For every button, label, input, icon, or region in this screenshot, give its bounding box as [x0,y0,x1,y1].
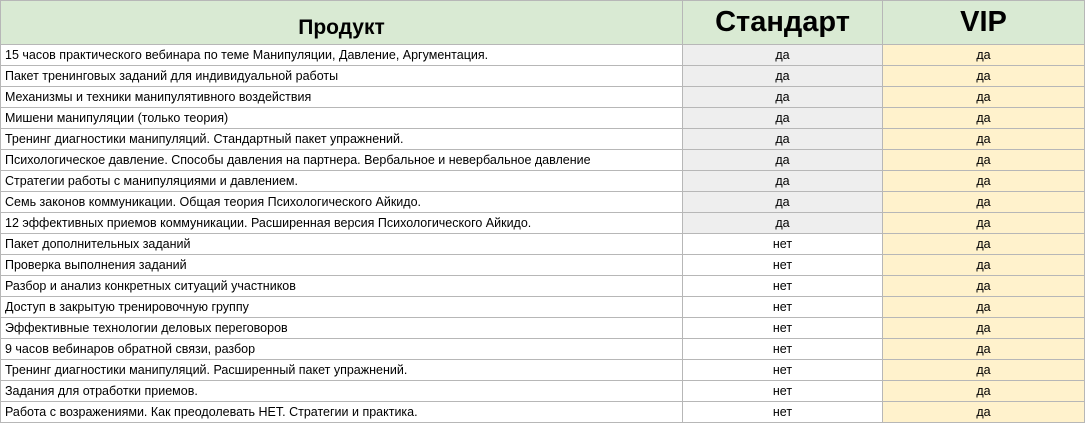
cell-vip[interactable]: да [883,402,1085,423]
cell-vip[interactable]: да [883,45,1085,66]
cell-product[interactable]: Проверка выполнения заданий [1,255,683,276]
cell-vip[interactable]: да [883,87,1085,108]
cell-product[interactable]: Разбор и анализ конкретных ситуаций участников [1,276,683,297]
table-row [1,66,1085,87]
cell-product[interactable]: Пакет тренинговых заданий для индивидуальной работы [1,66,683,87]
cell-product[interactable]: 9 часов вебинаров обратной связи, разбор [1,339,683,360]
table-row [1,192,1085,213]
header-cell-vip[interactable]: VIP [883,1,1085,45]
cell-vip[interactable]: да [883,129,1085,150]
cell-standard[interactable]: нет [683,234,883,255]
header-row [1,1,1085,45]
cell-product[interactable]: Мишени манипуляции (только теория) [1,108,683,129]
cell-standard[interactable]: нет [683,318,883,339]
table-row [1,129,1085,150]
cell-product[interactable]: 15 часов практического вебинара по теме Манипуляции, Давление, Аргументация. [1,45,683,66]
cell-vip[interactable]: да [883,381,1085,402]
cell-vip[interactable]: да [883,276,1085,297]
table-row [1,150,1085,171]
table-row [1,87,1085,108]
cell-product[interactable]: Стратегии работы с манипуляциями и давлением. [1,171,683,192]
cell-vip[interactable]: да [883,234,1085,255]
cell-product[interactable]: Работа с возражениями. Как преодолевать НЕТ. Стратегии и практика. [1,402,683,423]
cell-vip[interactable]: да [883,297,1085,318]
table-row [1,318,1085,339]
table-row [1,171,1085,192]
cell-vip[interactable]: да [883,108,1085,129]
table-row [1,45,1085,66]
cell-standard[interactable]: нет [683,339,883,360]
cell-product[interactable]: Тренинг диагностики манипуляций. Стандартный пакет упражнений. [1,129,683,150]
cell-product[interactable]: Психологическое давление. Способы давления на партнера. Вербальное и невербальное давление [1,150,683,171]
cell-standard[interactable]: нет [683,255,883,276]
table-header [1,1,1085,45]
cell-product[interactable]: Эффективные технологии деловых переговоров [1,318,683,339]
cell-vip[interactable]: да [883,255,1085,276]
cell-standard[interactable]: нет [683,297,883,318]
cell-standard[interactable]: да [683,66,883,87]
header-cell-standard[interactable]: Стандарт [683,1,883,45]
table-row [1,276,1085,297]
cell-standard[interactable]: да [683,192,883,213]
cell-product[interactable]: Семь законов коммуникации. Общая теория Психологического Айкидо. [1,192,683,213]
cell-standard[interactable]: да [683,171,883,192]
cell-product[interactable]: 12 эффективных приемов коммуникации. Расширенная версия Психологического Айкидо. [1,213,683,234]
cell-vip[interactable]: да [883,213,1085,234]
table-row [1,108,1085,129]
cell-standard[interactable]: нет [683,360,883,381]
cell-standard[interactable]: да [683,45,883,66]
cell-standard[interactable]: да [683,213,883,234]
cell-vip[interactable]: да [883,171,1085,192]
table-body [1,45,1085,423]
table-row [1,402,1085,423]
table-row [1,297,1085,318]
cell-vip[interactable]: да [883,66,1085,87]
cell-standard[interactable]: да [683,150,883,171]
cell-vip[interactable]: да [883,360,1085,381]
header-cell-product[interactable]: Продукт [1,1,683,45]
cell-vip[interactable]: да [883,318,1085,339]
cell-product[interactable]: Задания для отработки приемов. [1,381,683,402]
cell-standard[interactable]: да [683,108,883,129]
cell-standard[interactable]: нет [683,381,883,402]
cell-standard[interactable]: нет [683,402,883,423]
cell-product[interactable]: Механизмы и техники манипулятивного воздействия [1,87,683,108]
table-row [1,339,1085,360]
cell-product[interactable]: Пакет дополнительных заданий [1,234,683,255]
cell-product[interactable]: Тренинг диагностики манипуляций. Расширенный пакет упражнений. [1,360,683,381]
cell-product[interactable]: Доступ в закрытую тренировочную группу [1,297,683,318]
table-row [1,234,1085,255]
table-row [1,360,1085,381]
cell-standard[interactable]: нет [683,276,883,297]
table-row [1,381,1085,402]
cell-standard[interactable]: да [683,87,883,108]
cell-vip[interactable]: да [883,150,1085,171]
cell-vip[interactable]: да [883,339,1085,360]
table-row [1,213,1085,234]
table-row [1,255,1085,276]
cell-vip[interactable]: да [883,192,1085,213]
cell-standard[interactable]: да [683,129,883,150]
